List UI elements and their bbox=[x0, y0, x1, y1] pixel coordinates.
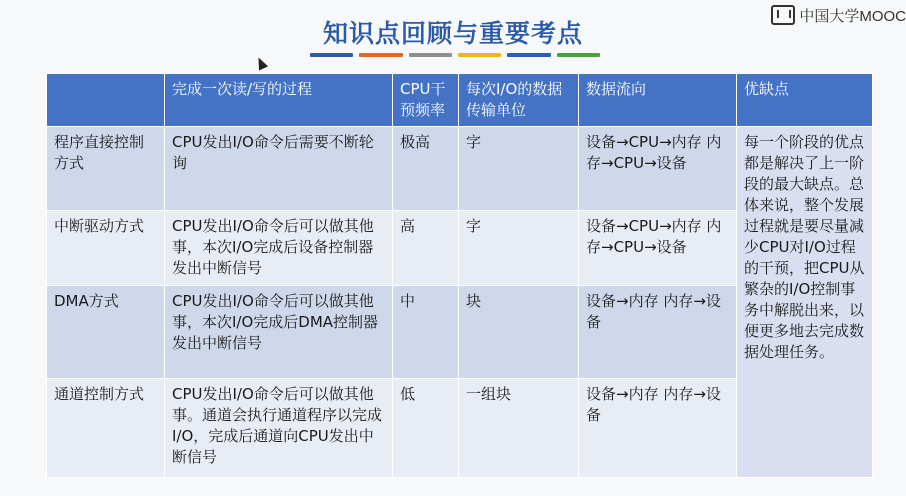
header-cell-pros: 优缺点 bbox=[737, 74, 873, 127]
underline-segment-1 bbox=[310, 53, 353, 57]
cell-flow: 设备→内存 内存→设备 bbox=[579, 379, 737, 478]
underline-segment-6 bbox=[557, 53, 600, 57]
title-underline-bar bbox=[310, 50, 600, 60]
cell-method: DMA方式 bbox=[47, 286, 165, 379]
cell-process: CPU发出I/O命令后可以做其他事。通道会执行通道程序以完成I/O，完成后通道向CPU发出中断信号 bbox=[165, 379, 393, 478]
cell-method: 通道控制方式 bbox=[47, 379, 165, 478]
cell-unit: 块 bbox=[459, 286, 579, 379]
watermark bbox=[771, 5, 906, 25]
header-cell-process: 完成一次读/写的过程 bbox=[165, 74, 393, 127]
cell-flow: 设备→CPU→内存 内存→CPU→设备 bbox=[579, 211, 737, 286]
underline-segment-3 bbox=[409, 53, 452, 57]
cell-method: 中断驱动方式 bbox=[47, 211, 165, 286]
header-cell-flow: 数据流向 bbox=[579, 74, 737, 127]
underline-segment-5 bbox=[507, 53, 550, 57]
header-cell-method bbox=[47, 74, 165, 127]
cell-unit: 字 bbox=[459, 211, 579, 286]
header-cell-freq: CPU干预频率 bbox=[393, 74, 459, 127]
watermark-text: 中国大学MOOC bbox=[799, 7, 906, 25]
cell-freq: 高 bbox=[393, 211, 459, 286]
mooc-logo-icon bbox=[771, 5, 795, 25]
cell-method: 程序直接控制方式 bbox=[47, 127, 165, 211]
cell-process: CPU发出I/O命令后可以做其他事，本次I/O完成后DMA控制器发出中断信号 bbox=[165, 286, 393, 379]
page-title: 知识点回顾与重要考点 bbox=[322, 19, 583, 48]
cell-unit: 字 bbox=[459, 127, 579, 211]
cell-process: CPU发出I/O命令后可以做其他事，本次I/O完成后设备控制器发出中断信号 bbox=[165, 211, 393, 286]
cell-pros-cons: 每一个阶段的优点都是解决了上一阶段的最大缺点。总体来说，整个发展过程就是要尽量减少CPU对I/O过程的干预，把CPU从繁杂的I/O控制事务中解脱出来，以便更多地去完成数据处理任务。 bbox=[737, 127, 873, 478]
cell-freq: 中 bbox=[393, 286, 459, 379]
cell-freq: 低 bbox=[393, 379, 459, 478]
table-row bbox=[47, 127, 873, 211]
underline-segment-4 bbox=[458, 53, 501, 57]
cell-process: CPU发出I/O命令后需要不断轮询 bbox=[165, 127, 393, 211]
underline-segment-2 bbox=[359, 53, 402, 57]
mouse-cursor-icon bbox=[254, 55, 268, 70]
cell-freq: 极高 bbox=[393, 127, 459, 211]
header-row bbox=[47, 74, 873, 127]
cell-flow: 设备→内存 内存→设备 bbox=[579, 286, 737, 379]
cell-flow: 设备→CPU→内存 内存→CPU→设备 bbox=[579, 127, 737, 211]
header-cell-unit: 每次I/O的数据传输单位 bbox=[459, 74, 579, 127]
comparison-table bbox=[46, 73, 873, 478]
cell-unit: 一组块 bbox=[459, 379, 579, 478]
